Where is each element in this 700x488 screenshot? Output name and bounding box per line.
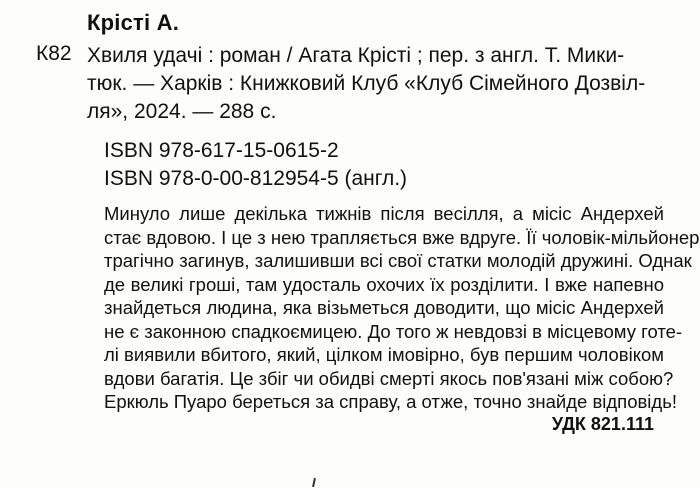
annotation-line: стає вдовою. І це з нею трапляється вже вдруге. Її чоловік-мільйонер — [104, 226, 700, 248]
classification-code: К82 — [36, 42, 72, 65]
isbn-line: ISBN 978-0-00-812954-5 (англ.) — [104, 167, 408, 190]
annotation-line: вдови багатія. Це збіг чи обидві смерті якось пов'язані між собою? — [104, 367, 674, 389]
annotation-line: де великі гроші, там удосталь охочих їх розділити. І вже напевно — [104, 273, 664, 295]
bibliographic-description — [87, 42, 665, 126]
print-mark — [312, 478, 316, 487]
annotation-line: лі виявили вбитого, який, цілком імовірно, був першим чоловіком — [104, 344, 664, 365]
isbn-line: ISBN 978-617-15-0615-2 — [104, 139, 339, 162]
annotation — [104, 202, 700, 414]
bibliographic-line: тюк. — Харків : Книжковий Клуб «Клуб Сімейного Дозвіл- — [87, 72, 646, 95]
author-heading: Крісті А. — [87, 10, 180, 35]
annotation-line: знайдеться людина, яка візьметься доводити, що місіс Андерхей — [104, 297, 664, 318]
annotation-line: трагічно загинув, залишивши всі свої статки молодій дружині. Однак — [104, 250, 692, 271]
udc-code: УДК 821.111 — [551, 414, 654, 434]
bibliographic-line: Хвиля удачі : роман / Агата Крісті ; пер. з англ. Т. Мики- — [87, 44, 625, 67]
annotation-line: Минуло лише декілька тижнів після весілля, а місіс Андерхей — [104, 203, 664, 224]
isbn-block — [104, 137, 407, 193]
annotation-line: Еркюль Пуаро береться за справу, а отже, точно знайде відповідь! — [104, 391, 677, 412]
annotation-line: не є законною спадкоємицею. До того ж невдовзі в місцевому готе- — [104, 320, 683, 342]
bibliographic-line: ля», 2024. — 288 с. — [87, 100, 277, 123]
